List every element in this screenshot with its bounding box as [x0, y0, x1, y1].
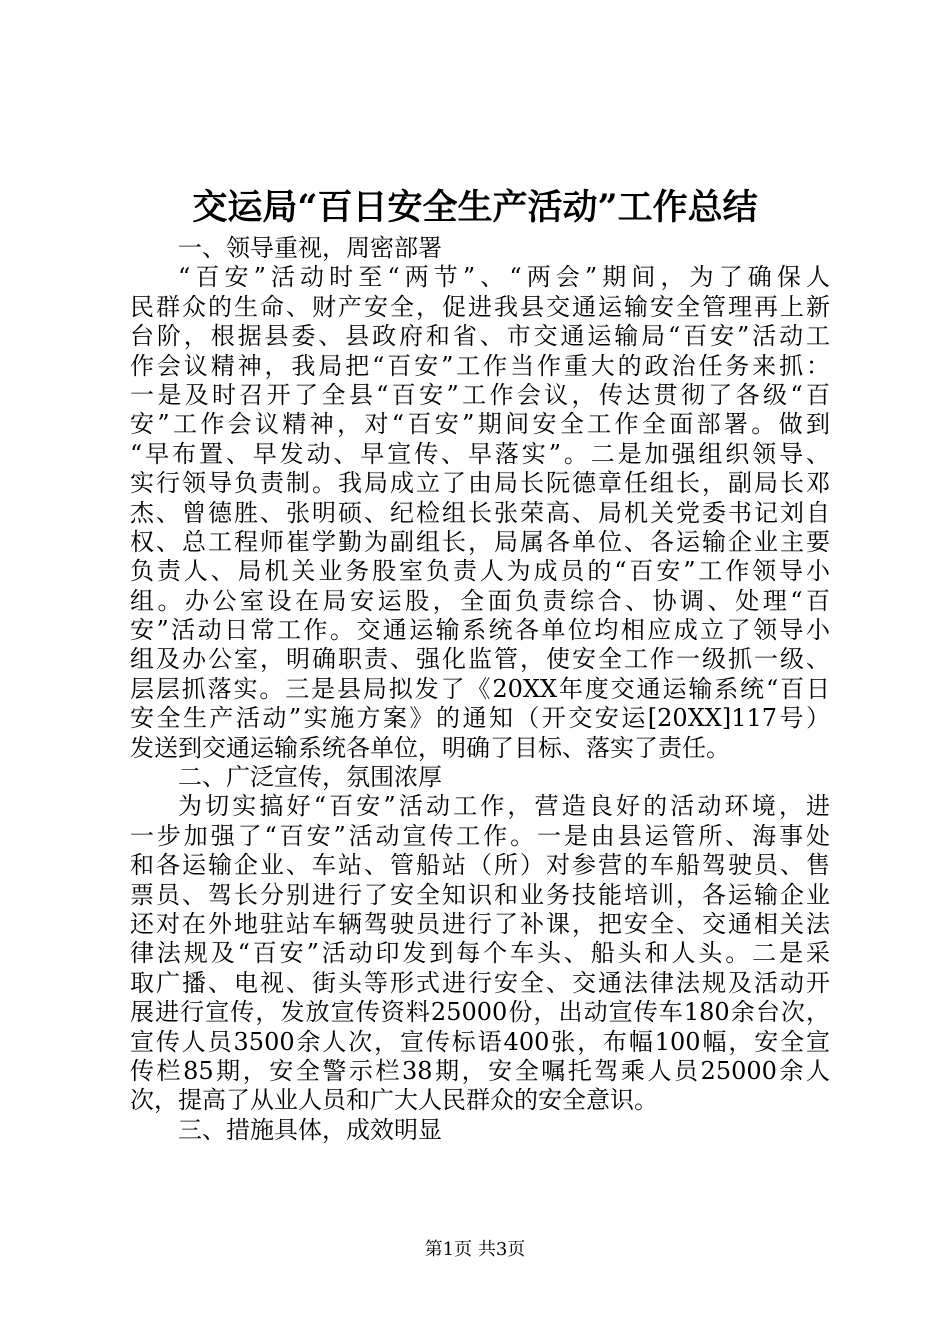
- paragraph-line: 层层抓落实。三是县局拟发了《20XX年度交通运输系统“百日: [130, 674, 830, 703]
- paragraph-line: 和各运输企业、车站、管船站（所）对参营的车船驾驶员、售: [130, 851, 830, 880]
- paragraph-line: “早布置、早发动、早宣传、早落实”。二是加强组织领导、: [130, 439, 830, 468]
- paragraph-line: 一步加强了“百安”活动宣传工作。一是由县运管所、海事处: [130, 821, 830, 850]
- section-heading: 二、广泛宣传，氛围浓厚: [178, 763, 442, 792]
- paragraph-line: 负责人、局机关业务股室负责人为成员的“百安”工作领导小: [130, 557, 830, 586]
- document-body: [130, 234, 830, 1145]
- section-heading: 三、措施具体，成效明显: [178, 1115, 442, 1144]
- paragraph-line: 次，提高了从业人员和广大人民群众的安全意识。: [130, 1086, 658, 1115]
- paragraph-line: 作会议精神，我局把“百安”工作当作重大的政治任务来抓：: [130, 351, 830, 380]
- paragraph-line: 实行领导负责制。我局成立了由局长阮德章任组长，副局长邓: [130, 469, 830, 498]
- page-footer: 第1页 共3页: [424, 1239, 526, 1260]
- paragraph-line: 传栏85期，安全警示栏38期，安全嘱托驾乘人员25000余人: [130, 1056, 830, 1085]
- paragraph-line: 组及办公室，明确职责、强化监管，使安全工作一级抓一级、: [130, 645, 830, 674]
- paragraph-line: 发送到交通运输系统各单位，明确了目标、落实了责任。: [130, 733, 730, 762]
- paragraph-line: 票员、驾长分别进行了安全知识和业务技能培训，各运输企业: [130, 880, 830, 909]
- paragraph-line: 民群众的生命、财产安全，促进我县交通运输安全管理再上新: [130, 292, 830, 321]
- paragraph-line: 权、总工程师崔学勤为副组长，局属各单位、各运输企业主要: [130, 527, 830, 556]
- paragraph-line: 还对在外地驻站车辆驾驶员进行了补课，把安全、交通相关法: [130, 909, 830, 938]
- paragraph-line: 安”工作会议精神，对“百安”期间安全工作全面部署。做到: [130, 410, 830, 439]
- document-title: 交运局“百日安全生产活动”工作总结: [192, 187, 758, 228]
- paragraph-line: 为切实搞好“百安”活动工作，营造良好的活动环境，进: [178, 792, 830, 821]
- paragraph-line: 组。办公室设在局安运股，全面负责综合、协调、处理“百: [130, 586, 830, 615]
- paragraph-line: 安全生产活动”实施方案》的通知（开交安运[20XX]117号）: [130, 704, 830, 733]
- paragraph-line: 律法规及“百安”活动印发到每个车头、船头和人头。二是采: [130, 939, 830, 968]
- paragraph-line: 杰、曾德胜、张明硕、纪检组长张荣高、局机关党委书记刘自: [130, 498, 830, 527]
- paragraph-line: 取广播、电视、街头等形式进行安全、交通法律法规及活动开: [130, 968, 830, 997]
- paragraph-line: 安”活动日常工作。交通运输系统各单位均相应成立了领导小: [130, 616, 830, 645]
- paragraph-line: 宣传人员3500余人次，宣传标语400张，布幅100幅，安全宣: [130, 1027, 830, 1056]
- paragraph-line: 展进行宣传，发放宣传资料25000份，出动宣传车180余台次，: [130, 998, 830, 1027]
- paragraph-line: “百安”活动时至“两节”、“两会”期间，为了确保人: [178, 263, 830, 292]
- section-heading: 一、领导重视，周密部署: [178, 234, 442, 262]
- paragraph-line: 一是及时召开了全县“百安”工作会议，传达贯彻了各级“百: [130, 380, 830, 409]
- paragraph-line: 台阶，根据县委、县政府和省、市交通运输局“百安”活动工: [130, 322, 830, 351]
